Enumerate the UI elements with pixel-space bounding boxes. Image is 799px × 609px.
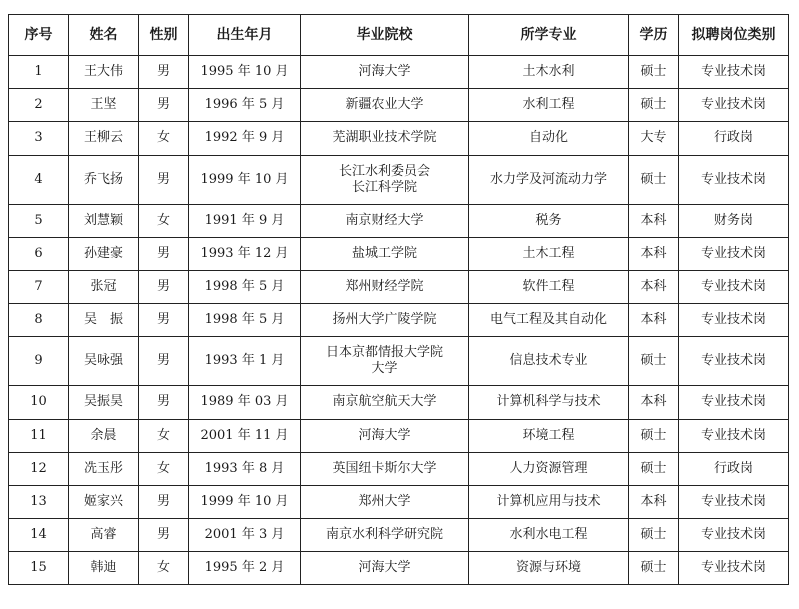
school-line: 长江科学院 xyxy=(351,179,417,195)
cell-no: 13 xyxy=(9,485,69,518)
school-line: 长江水利委员会 xyxy=(338,163,430,179)
candidate-roster-table xyxy=(8,14,789,585)
cell-major: 土木水利 xyxy=(469,56,629,89)
table-row xyxy=(9,122,789,155)
cell-name: 刘慧颖 xyxy=(69,204,139,237)
table-row xyxy=(9,552,789,585)
cell-no: 3 xyxy=(9,122,69,155)
school-line: 南京财经大学 xyxy=(345,212,424,228)
cell-name: 余晨 xyxy=(69,419,139,452)
cell-school xyxy=(301,89,469,122)
cell-school xyxy=(301,485,469,518)
cell-gender: 女 xyxy=(139,452,189,485)
cell-post: 专业技术岗 xyxy=(679,552,789,585)
cell-gender: 男 xyxy=(139,155,189,204)
table-header xyxy=(9,15,789,56)
cell-name: 张冠 xyxy=(69,270,139,303)
cell-gender: 男 xyxy=(139,237,189,270)
cell-degree: 硕士 xyxy=(629,155,679,204)
cell-major: 人力资源管理 xyxy=(469,452,629,485)
cell-post: 专业技术岗 xyxy=(679,519,789,552)
cell-major: 软件工程 xyxy=(469,270,629,303)
cell-major: 信息技术专业 xyxy=(469,337,629,386)
cell-birth: 1998 年 5 月 xyxy=(189,270,301,303)
header-gender: 性别 xyxy=(139,15,189,56)
cell-gender: 女 xyxy=(139,419,189,452)
cell-no: 10 xyxy=(9,386,69,419)
cell-birth: 1996 年 5 月 xyxy=(189,89,301,122)
school-line: 芜湖职业技术学院 xyxy=(332,130,437,146)
cell-degree: 硕士 xyxy=(629,89,679,122)
cell-gender: 男 xyxy=(139,304,189,337)
cell-name: 乔飞扬 xyxy=(69,155,139,204)
cell-name: 姬家兴 xyxy=(69,485,139,518)
cell-no: 1 xyxy=(9,56,69,89)
cell-no: 14 xyxy=(9,519,69,552)
cell-gender: 男 xyxy=(139,386,189,419)
school-line: 河海大学 xyxy=(358,427,411,443)
cell-gender: 男 xyxy=(139,337,189,386)
header-birth: 出生年月 xyxy=(189,15,301,56)
school-line: 河海大学 xyxy=(358,64,411,80)
school-line: 扬州大学广陵学院 xyxy=(332,312,437,328)
cell-no: 8 xyxy=(9,304,69,337)
cell-major: 自动化 xyxy=(469,122,629,155)
cell-birth: 1999 年 10 月 xyxy=(189,155,301,204)
cell-major: 水利水电工程 xyxy=(469,519,629,552)
cell-degree: 硕士 xyxy=(629,452,679,485)
header-major: 所学专业 xyxy=(469,15,629,56)
school-line: 南京航空航天大学 xyxy=(332,394,437,410)
cell-post: 专业技术岗 xyxy=(679,304,789,337)
cell-name: 韩迪 xyxy=(69,552,139,585)
cell-degree: 硕士 xyxy=(629,519,679,552)
table-row xyxy=(9,386,789,419)
cell-birth: 2001 年 11 月 xyxy=(189,419,301,452)
cell-birth: 1993 年 12 月 xyxy=(189,237,301,270)
cell-degree: 本科 xyxy=(629,485,679,518)
cell-gender: 男 xyxy=(139,485,189,518)
cell-name: 吴 振 xyxy=(69,304,139,337)
cell-degree: 本科 xyxy=(629,304,679,337)
table-row xyxy=(9,155,789,204)
cell-school xyxy=(301,419,469,452)
table-row xyxy=(9,452,789,485)
cell-school xyxy=(301,237,469,270)
cell-name: 王大伟 xyxy=(69,56,139,89)
cell-name: 吴咏强 xyxy=(69,337,139,386)
cell-name: 高睿 xyxy=(69,519,139,552)
cell-major: 电气工程及其自动化 xyxy=(469,304,629,337)
header-row xyxy=(9,15,789,56)
cell-school xyxy=(301,552,469,585)
cell-post: 专业技术岗 xyxy=(679,419,789,452)
cell-major: 水利工程 xyxy=(469,89,629,122)
cell-post: 财务岗 xyxy=(679,204,789,237)
cell-birth: 2001 年 3 月 xyxy=(189,519,301,552)
table-body xyxy=(9,56,789,585)
cell-degree: 本科 xyxy=(629,204,679,237)
cell-gender: 女 xyxy=(139,552,189,585)
cell-no: 7 xyxy=(9,270,69,303)
cell-post: 行政岗 xyxy=(679,452,789,485)
cell-post: 专业技术岗 xyxy=(679,237,789,270)
cell-major: 计算机应用与技术 xyxy=(469,485,629,518)
cell-degree: 本科 xyxy=(629,237,679,270)
cell-major: 土木工程 xyxy=(469,237,629,270)
table-row xyxy=(9,89,789,122)
table-row xyxy=(9,56,789,89)
cell-name: 孙建豪 xyxy=(69,237,139,270)
school-line: 大学 xyxy=(371,361,398,377)
cell-gender: 男 xyxy=(139,270,189,303)
school-line: 河海大学 xyxy=(358,560,411,576)
cell-degree: 硕士 xyxy=(629,552,679,585)
cell-school xyxy=(301,452,469,485)
cell-birth: 1989 年 03 月 xyxy=(189,386,301,419)
header-no: 序号 xyxy=(9,15,69,56)
school-line: 英国纽卡斯尔大学 xyxy=(332,460,437,476)
school-line: 新疆农业大学 xyxy=(345,97,424,113)
cell-major: 资源与环境 xyxy=(469,552,629,585)
cell-post: 行政岗 xyxy=(679,122,789,155)
cell-birth: 1995 年 2 月 xyxy=(189,552,301,585)
cell-no: 6 xyxy=(9,237,69,270)
cell-degree: 硕士 xyxy=(629,56,679,89)
header-school: 毕业院校 xyxy=(301,15,469,56)
cell-birth: 1993 年 8 月 xyxy=(189,452,301,485)
cell-no: 5 xyxy=(9,204,69,237)
cell-birth: 1999 年 10 月 xyxy=(189,485,301,518)
cell-school xyxy=(301,122,469,155)
table-row xyxy=(9,304,789,337)
cell-school xyxy=(301,337,469,386)
cell-post: 专业技术岗 xyxy=(679,485,789,518)
cell-birth: 1992 年 9 月 xyxy=(189,122,301,155)
cell-birth: 1995 年 10 月 xyxy=(189,56,301,89)
table-row xyxy=(9,204,789,237)
cell-degree: 硕士 xyxy=(629,419,679,452)
cell-gender: 女 xyxy=(139,122,189,155)
cell-school xyxy=(301,304,469,337)
table-row xyxy=(9,270,789,303)
school-line: 日本京都情报大学院 xyxy=(325,345,443,361)
cell-degree: 本科 xyxy=(629,270,679,303)
school-line: 盐城工学院 xyxy=(351,245,417,261)
cell-birth: 1993 年 1 月 xyxy=(189,337,301,386)
cell-school xyxy=(301,155,469,204)
cell-post: 专业技术岗 xyxy=(679,89,789,122)
cell-major: 税务 xyxy=(469,204,629,237)
cell-gender: 男 xyxy=(139,519,189,552)
table-row xyxy=(9,519,789,552)
cell-post: 专业技术岗 xyxy=(679,337,789,386)
cell-no: 11 xyxy=(9,419,69,452)
cell-school xyxy=(301,386,469,419)
cell-post: 专业技术岗 xyxy=(679,270,789,303)
table-row xyxy=(9,485,789,518)
cell-name: 冼玉彤 xyxy=(69,452,139,485)
cell-major: 水力学及河流动力学 xyxy=(469,155,629,204)
cell-name: 吴振昊 xyxy=(69,386,139,419)
cell-birth: 1991 年 9 月 xyxy=(189,204,301,237)
cell-major: 计算机科学与技术 xyxy=(469,386,629,419)
cell-no: 15 xyxy=(9,552,69,585)
cell-post: 专业技术岗 xyxy=(679,386,789,419)
school-line: 南京水利科学研究院 xyxy=(325,527,443,543)
cell-gender: 男 xyxy=(139,89,189,122)
cell-school xyxy=(301,204,469,237)
cell-name: 王柳云 xyxy=(69,122,139,155)
cell-school xyxy=(301,270,469,303)
cell-degree: 硕士 xyxy=(629,337,679,386)
cell-name: 王坚 xyxy=(69,89,139,122)
cell-post: 专业技术岗 xyxy=(679,56,789,89)
cell-post: 专业技术岗 xyxy=(679,155,789,204)
header-degree: 学历 xyxy=(629,15,679,56)
cell-school xyxy=(301,56,469,89)
header-post: 拟聘岗位类别 xyxy=(679,15,789,56)
cell-major: 环境工程 xyxy=(469,419,629,452)
cell-gender: 男 xyxy=(139,56,189,89)
cell-degree: 大专 xyxy=(629,122,679,155)
table-row xyxy=(9,419,789,452)
cell-gender: 女 xyxy=(139,204,189,237)
cell-degree: 本科 xyxy=(629,386,679,419)
school-line: 郑州财经学院 xyxy=(345,279,424,295)
school-line: 郑州大学 xyxy=(358,493,411,509)
cell-no: 2 xyxy=(9,89,69,122)
cell-birth: 1998 年 5 月 xyxy=(189,304,301,337)
cell-no: 12 xyxy=(9,452,69,485)
cell-no: 4 xyxy=(9,155,69,204)
cell-no: 9 xyxy=(9,337,69,386)
table-row xyxy=(9,237,789,270)
cell-school xyxy=(301,519,469,552)
header-name: 姓名 xyxy=(69,15,139,56)
table-row xyxy=(9,337,789,386)
